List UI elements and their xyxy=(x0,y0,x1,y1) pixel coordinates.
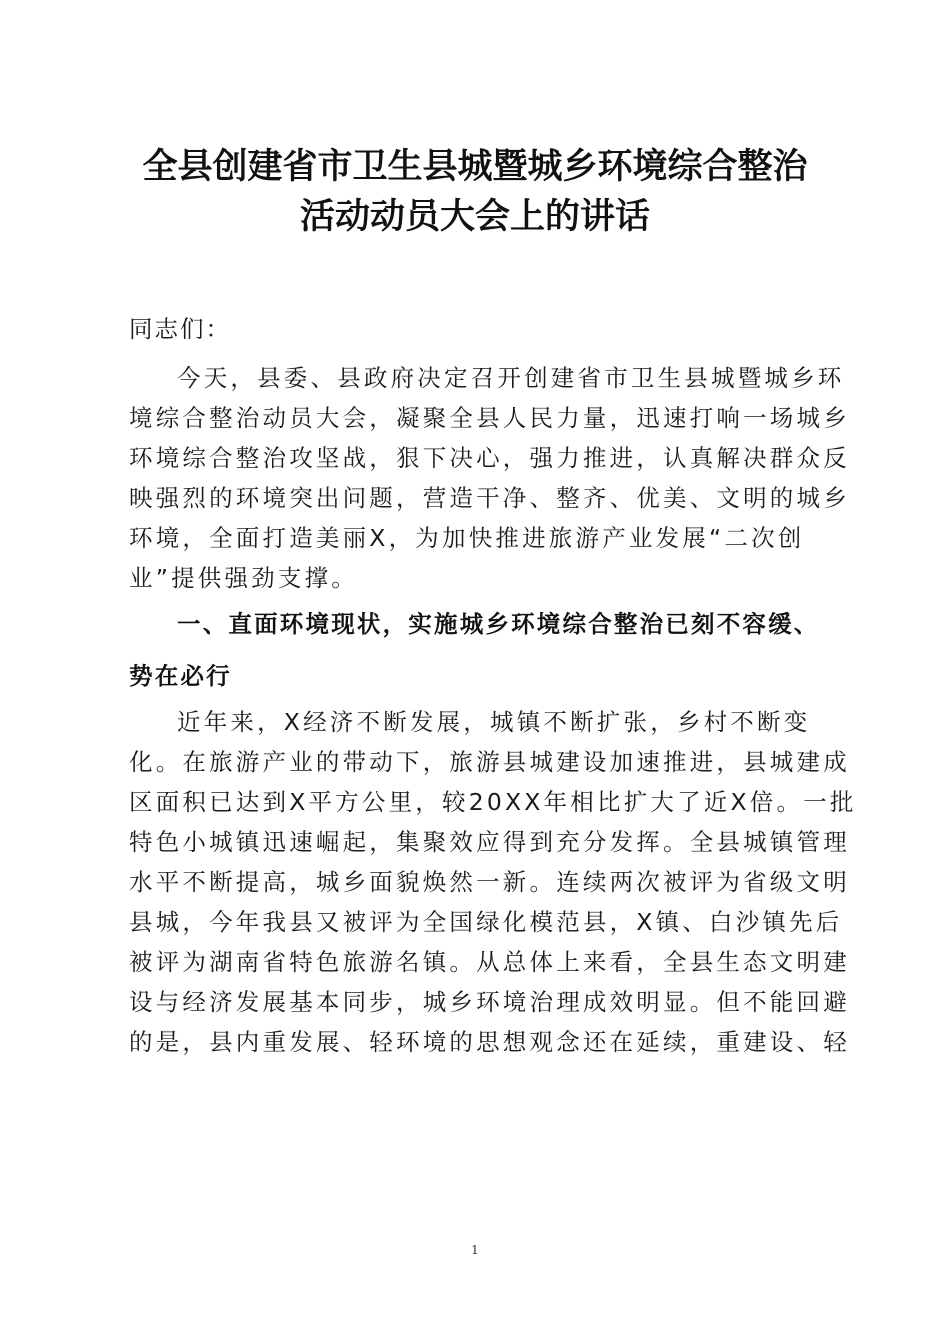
paragraph-line: 县城，今年我县又被评为全国绿化模范县，X镇、白沙镇先后 xyxy=(129,908,843,936)
paragraph-line: 水平不断提高，城乡面貌焕然一新。连续两次被评为省级文明 xyxy=(129,868,850,896)
paragraph-line: 被评为湖南省特色旅游名镇。从总体上来看，全县生态文明建 xyxy=(129,948,850,976)
section-heading-1 xyxy=(129,598,823,702)
paragraph-intro xyxy=(129,358,850,598)
paragraph-line: 业”提供强劲支撑。 xyxy=(129,564,358,592)
paragraph-line: 的是，县内重发展、轻环境的思想观念还在延续，重建设、轻 xyxy=(129,1028,850,1056)
salutation: 同志们： xyxy=(129,315,231,343)
document-title xyxy=(120,142,830,242)
paragraph-line: 近年来，X经济不断发展，城镇不断扩张，乡村不断变 xyxy=(177,708,811,736)
document-body xyxy=(129,309,857,1062)
heading-line: 势在必行 xyxy=(129,662,232,690)
paragraph-line: 今天，县委、县政府决定召开创建省市卫生县城暨城乡环 xyxy=(177,364,845,392)
paragraph-line: 环境，全面打造美丽X，为加快推进旅游产业发展“二次创 xyxy=(129,524,805,552)
paragraph-line: 环境综合整治攻坚战，狠下决心，强力推进，认真解决群众反 xyxy=(129,444,850,472)
heading-line: 一、直面环境现状，实施城乡环境综合整治已刻不容缓、 xyxy=(177,610,820,638)
paragraph-line: 设与经济发展基本同步，城乡环境治理成效明显。但不能回避 xyxy=(129,988,850,1016)
title-line-2: 活动动员大会上的讲话 xyxy=(299,196,650,237)
paragraph-section-1 xyxy=(129,702,857,1062)
page-number: 1 xyxy=(471,1243,479,1257)
paragraph-line: 特色小城镇迅速崛起，集聚效应得到充分发挥。全县城镇管理 xyxy=(129,828,850,856)
paragraph-line: 映强烈的环境突出问题，营造干净、整齐、优美、文明的城乡 xyxy=(129,484,850,512)
paragraph-line: 化。在旅游产业的带动下，旅游县城建设加速推进，县城建成 xyxy=(129,748,850,776)
paragraph-line: 境综合整治动员大会，凝聚全县人民力量，迅速打响一场城乡 xyxy=(129,404,850,432)
title-line-1: 全县创建省市卫生县城暨城乡环境综合整治 xyxy=(142,146,808,187)
paragraph-line: 区面积已达到X平方公里，较20XX年相比扩大了近X倍。一批 xyxy=(129,788,857,816)
